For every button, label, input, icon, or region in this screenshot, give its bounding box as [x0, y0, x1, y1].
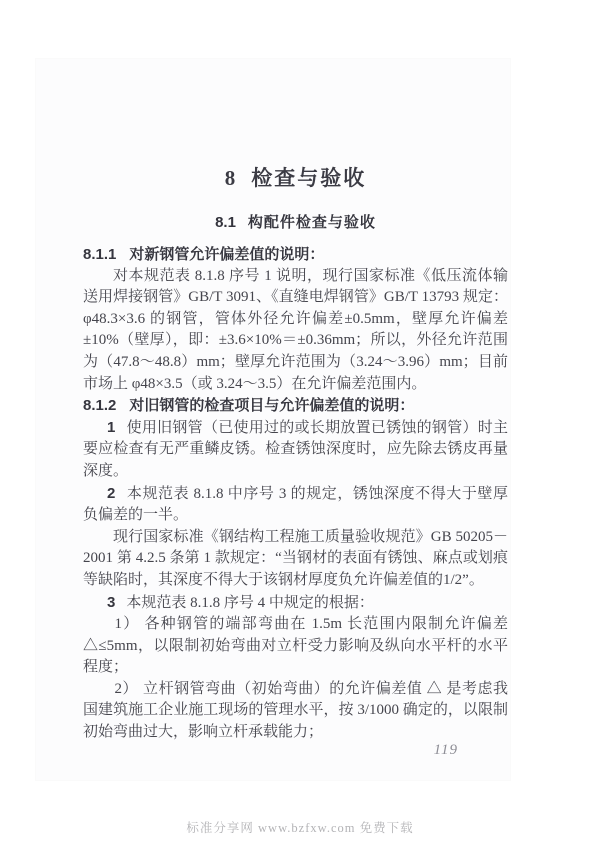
sub-item — [83, 679, 508, 744]
clause-number: 8.1.2 — [83, 397, 117, 415]
chapter-number: 8 — [224, 166, 236, 190]
scanned-document-page — [36, 59, 510, 780]
sub-item-number: 1） — [114, 616, 140, 633]
clause-number: 8.1.1 — [83, 246, 117, 263]
item-number: 1 — [107, 418, 116, 436]
chapter-title-text: 检查与验收 — [251, 166, 367, 190]
section-title — [83, 211, 508, 232]
item-text: 本规范表 8.1.8 序号 4 中规定的根据： — [126, 594, 374, 611]
item-text: 本规范表 8.1.8 中序号 3 的规定，锈蚀深度不得大于壁厚负偏差的一半。 — [83, 485, 508, 524]
clause-heading-text: 对旧钢管的检查项目与允许偏差值的说明： — [129, 397, 415, 415]
body-text — [83, 244, 508, 744]
section-title-text: 构配件检查与验收 — [247, 214, 376, 231]
item-number: 3 — [107, 593, 116, 611]
numbered-item — [83, 483, 508, 527]
numbered-item — [83, 592, 508, 615]
section-number: 8.1 — [215, 214, 236, 231]
paragraph-text: 对本规范表 8.1.8 序号 1 说明，现行国家标准《低压流体输送用焊接钢管》GB/T 3091、《直缝电焊钢管》GB/T 13793 规定：φ48.3×3.6 的钢管，管体外径允许偏差±0.5mm，壁厚允许偏差±10%（壁厚），即：±3.6×10%＝±0.36mm；所以，外径允许范围为（47.8～48.8）mm；壁厚允许范围为（3.24～3.96）mm；目前市场上 φ48×3.5（或 3.24～3.5）在允许偏差范围内。 — [83, 267, 508, 392]
paragraph — [83, 266, 508, 396]
sub-item-text: 立杆钢管弯曲（初始弯曲）的允许偏差值 △ 是考虑我国建筑施工企业施工现场的管理水平，按 3/1000 确定的，以限制初始弯曲过大，影响立杆承载能力； — [83, 680, 508, 741]
clause-heading-text: 对新钢管允许偏差值的说明： — [129, 246, 325, 263]
sub-item — [83, 614, 508, 679]
clause-heading — [83, 244, 508, 266]
page-number: 119 — [433, 742, 458, 758]
chapter-title — [83, 162, 508, 192]
clause-heading — [83, 395, 508, 417]
paragraph-text: 现行国家标准《钢结构工程施工质量验收规范》GB 50205－2001 第 4.2.5 条第 1 款规定：“当钢材的表面有锈蚀、麻点或划痕等缺陷时，其深度不得大于该钢材厚度负允许偏差值的1/2”。 — [83, 528, 508, 588]
sub-item-text: 各种钢管的端部弯曲在 1.5m 长范围内限制允许偏差△≤5mm，以限制初始弯曲对立杆受力影响及纵向水平杆的水平程度； — [83, 616, 508, 676]
paragraph — [83, 527, 508, 592]
watermark-text: 标准分享网 www.bzfxw.com 免费下载 — [186, 821, 414, 835]
item-number: 2 — [107, 484, 116, 502]
numbered-item — [83, 417, 508, 483]
item-text: 使用旧钢管（已使用过的或长期放置已锈蚀的钢管）时主要应检查有无严重鳞皮锈。检查锈蚀深度时，应先除去锈皮再量深度。 — [83, 419, 508, 479]
sub-item-number: 2） — [114, 680, 139, 697]
